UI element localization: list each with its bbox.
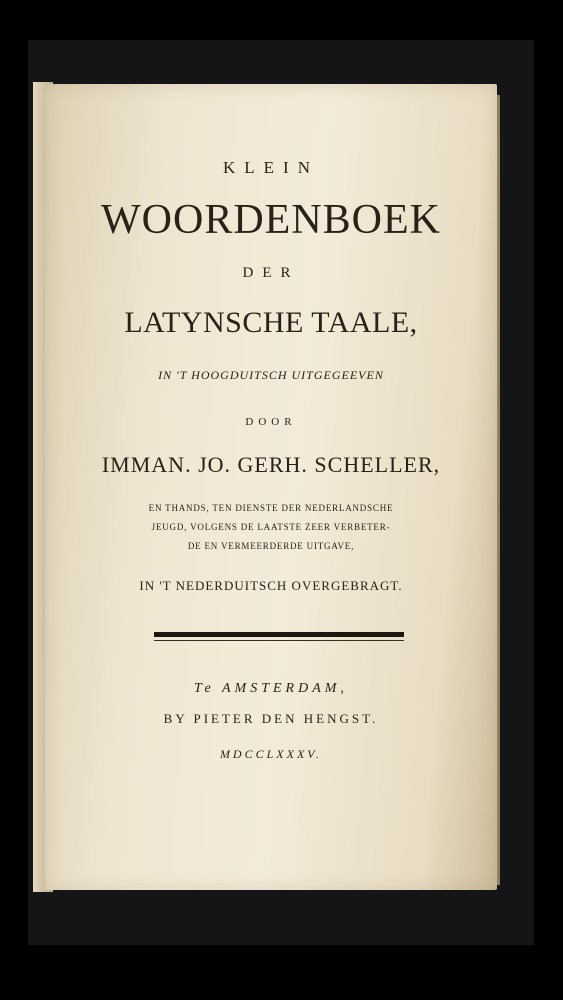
subtitle-hoogduitsch: IN 'T HOOGDUITSCH UITGEGEEVEN [158,368,384,382]
imprint-place: Te AMSTERDAM, [194,681,348,696]
translation-note: IN 'T NEDERDUITSCH OVERGEBRAGT. [139,578,403,593]
title-small-klein: KLEIN [223,158,319,177]
byline-door: DOOR [245,416,297,428]
title-main-woordenboek: WOORDENBOEK [101,197,441,243]
imprint-year: MDCCLXXXV. [219,747,323,761]
edition-note-line-2: JEUGD, VOLGENS DE LAATSTE ZEER VERBETER- [151,522,391,532]
edition-note-line-1: EN THANDS, TEN DIENSTE DER NEDERLANDSCHE [148,503,394,513]
author-name: IMMAN. JO. GERH. SCHELLER, [101,452,441,477]
title-der: DER [242,265,300,281]
edition-note-line-3: DE EN VERMEERDERDE UITGAVE, [187,541,355,551]
title-latynsche-taale: LATYNSCHE TAALE, [124,306,418,339]
imprint-publisher: BY PIETER DEN HENGST. [163,711,379,726]
ornamental-rule-thin [154,640,404,641]
ornamental-rule-thick [154,632,404,637]
